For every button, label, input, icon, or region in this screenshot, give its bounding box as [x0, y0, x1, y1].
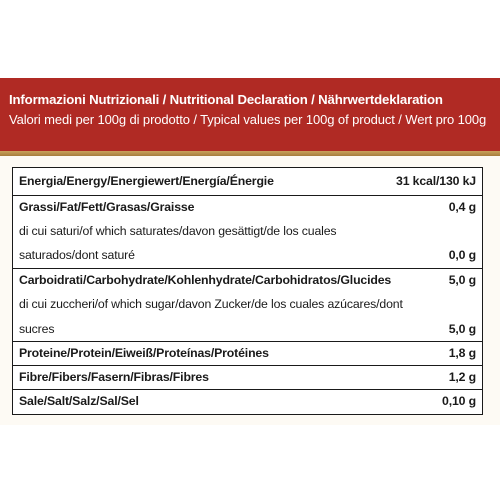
nutrition-table [12, 167, 483, 415]
saturates-row-line1 [13, 224, 482, 240]
protein-row [13, 346, 482, 362]
fibre-label: Fibre/Fibers/Fasern/Fibras/Fibres [19, 370, 209, 384]
sugars-row-line2 [13, 322, 482, 338]
row-divider [13, 195, 482, 196]
saturates-label-line1: di cui saturi/of which saturates/davon gesättigt/de los cuales [19, 224, 337, 238]
sugars-value: 5,0 g [448, 322, 476, 336]
protein-value: 1,8 g [448, 346, 476, 360]
fat-value: 0,4 g [448, 200, 476, 214]
salt-value: 0,10 g [442, 394, 476, 408]
protein-label: Proteine/Protein/Eiweiß/Proteínas/Protéines [19, 346, 269, 360]
row-divider [13, 341, 482, 342]
carbohydrate-row [13, 273, 482, 289]
row-divider [13, 365, 482, 366]
salt-label: Sale/Salt/Salz/Sal/Sel [19, 394, 139, 408]
carbohydrate-label: Carboidrati/Carbohydrate/Kohlenhydrate/Carbohidratos/Glucides [19, 273, 392, 287]
saturates-row-line2 [13, 248, 482, 264]
row-divider [13, 389, 482, 390]
gold-stripe [0, 151, 500, 156]
sugars-label-line2: sucres [19, 322, 55, 336]
header-band [0, 78, 500, 151]
carbohydrate-value: 5,0 g [448, 273, 476, 287]
saturates-label-line2: saturados/dont saturé [19, 248, 135, 262]
salt-row [13, 394, 482, 410]
fibre-row [13, 370, 482, 386]
header-subtitle: Valori medi per 100g di prodotto / Typical values per 100g of product / Wert pro 100g [9, 112, 487, 127]
saturates-value: 0,0 g [448, 248, 476, 262]
energy-value: 31 kcal/130 kJ [396, 174, 476, 188]
fat-label: Grassi/Fat/Fett/Grasas/Graisse [19, 200, 195, 214]
energy-row [13, 174, 482, 190]
header-title: Informazioni Nutrizionali / Nutritional Declaration / Nährwertdeklaration [9, 92, 443, 107]
sugars-row-line1 [13, 297, 482, 313]
fibre-value: 1,2 g [448, 370, 476, 384]
energy-label: Energia/Energy/Energiewert/Energía/Énergie [19, 174, 274, 188]
row-divider [13, 268, 482, 269]
fat-row [13, 200, 482, 216]
sugars-label-line1: di cui zuccheri/of which sugar/davon Zucker/de los cuales azúcares/dont [19, 297, 403, 311]
